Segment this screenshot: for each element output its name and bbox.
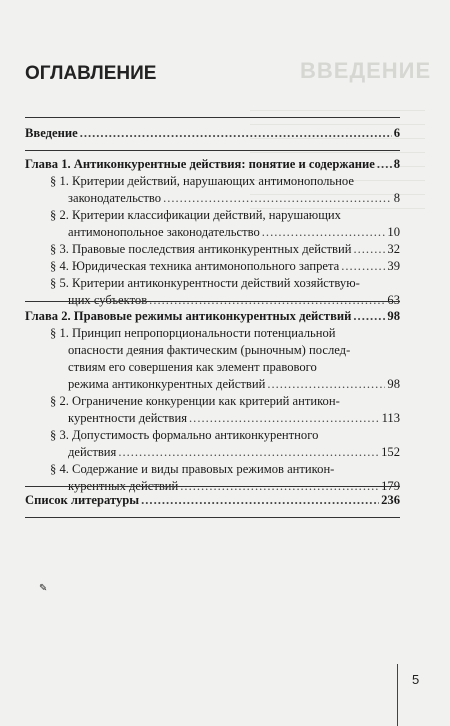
toc-entry-ch1-s4[interactable]: § 4. Юридическая техника антимонопольного запрета ..... 39 — [25, 258, 400, 275]
divider — [25, 301, 400, 302]
divider — [25, 150, 400, 151]
toc-entry-ch1-s3[interactable]: § 3. Правовые последствия антиконкурентных действий ..... 32 — [25, 241, 400, 258]
toc-heading: ОГЛАВЛЕНИЕ — [25, 63, 157, 84]
toc-entry-ch1-s5[interactable]: § 5. Критерии антиконкурентности действий хозяйствую- щих субъектов ..... 63 — [25, 275, 400, 309]
toc-entry-ch2-s1[interactable]: § 1. Принцип непропорциональности потенциальной опасности деяния фактическим (рыночным) послед- ствиям его совершения как элемент правового режима антиконкурентных действий ..... 98 — [25, 325, 400, 393]
toc-entry-ch2-s3[interactable]: § 3. Допустимость формально антиконкурентного действия ..... 152 — [25, 427, 400, 461]
divider — [25, 117, 400, 118]
toc-entry-chapter-1[interactable]: Глава 1. Антиконкурентные действия: понятие и содержание ..... 8 — [25, 156, 400, 173]
toc-entry-intro[interactable]: Введение ..... 6 — [25, 125, 400, 142]
toc-chapter-2 — [25, 308, 400, 495]
toc-entry-chapter-2[interactable]: Глава 2. Правовые режимы антиконкурентных действий ..... 98 — [25, 308, 400, 325]
page-number: 5 — [412, 672, 420, 687]
page-number-rule — [397, 664, 398, 726]
toc-entry-ch2-s2[interactable]: § 2. Ограничение конкуренции как критерий антикон- курентности действия ..... 113 — [25, 393, 400, 427]
show-through-text: ВВЕДЕНИЕ — [300, 58, 432, 83]
divider — [25, 517, 400, 518]
cursor-mark-icon: ✎ — [39, 583, 48, 594]
divider — [25, 486, 400, 487]
toc-entry-ch2-s4[interactable]: § 4. Содержание и виды правовых режимов антикон- курентных действий ..... 179 — [25, 461, 400, 495]
toc-entry-ch1-s1[interactable]: § 1. Критерии действий, нарушающих антимонопольное законодательство ..... 8 — [25, 173, 400, 207]
toc-entry-bibliography[interactable]: Список литературы ..... 236 — [25, 492, 400, 509]
toc-entry-ch1-s2[interactable]: § 2. Критерии классификации действий, нарушающих антимонопольное законодательство ..... 10 — [25, 207, 400, 241]
toc-chapter-1 — [25, 156, 400, 309]
toc-bibliography — [25, 492, 400, 509]
toc-intro — [25, 125, 400, 142]
